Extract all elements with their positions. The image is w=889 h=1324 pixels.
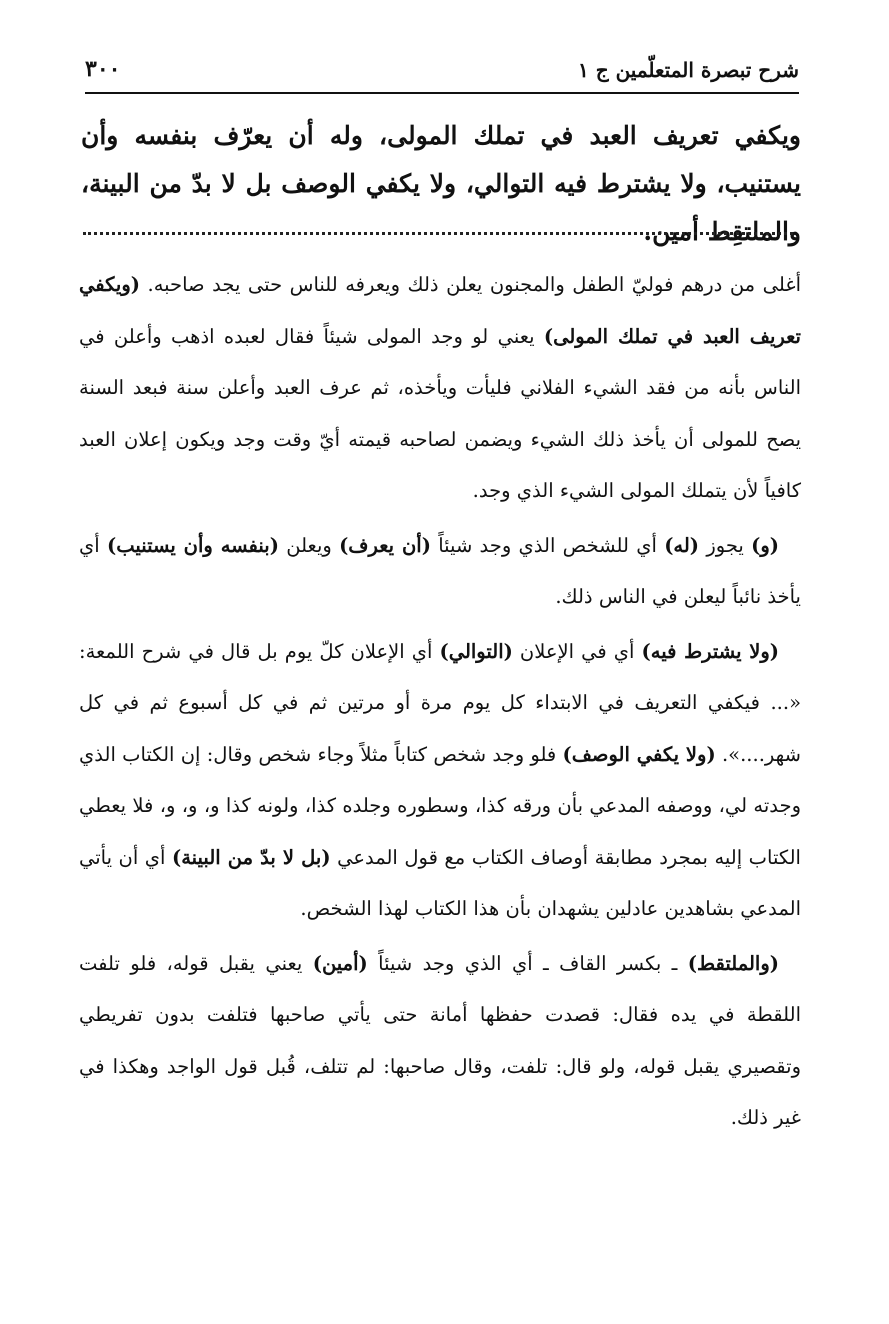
text-run: يعني يقبل قوله، فلو تلفت اللقطة في يده فقال: قصدت حفظها أمانة حتى يأتي صاحبها فتلفت بدون تفريطي وتقصيري يقبل قوله، ولو قال: تلفت، وقال صاحبها: لم تتلف، قُبل قول الواجد وهكذا في غير ذلك. xyxy=(79,951,801,1129)
text-run: ـ بكسر القاف ـ أي الذي وجد شيئاً xyxy=(367,951,688,975)
text-run: يعني لو وجد المولى شيئاً فقال لعبده اذهب وأعلن في الناس بأنه من فقد الشيء الفلاني فليأت ويأخذه، ثم عرف العبد وأعلن سنة فبعد السنة يصح للمولى أن يأخذ ذلك الشيء ويضمن لصاحبه قيمته أيّ وقت وجد ويكون إعلان العبد كافياً لأن يتملك المولى الشيء الذي وجد. xyxy=(79,324,801,502)
quoted-matn: (ولا يشترط فيه) xyxy=(641,639,779,663)
quoted-matn: (و) xyxy=(751,533,779,557)
text-run: أغلى من درهم فوليّ الطفل والمجنون يعلن ذلك ويعرفه للناس حتى يجد صاحبه. xyxy=(139,273,801,296)
quoted-matn: (بنفسه وأن يستنيب) xyxy=(106,533,279,557)
text-run: أي يأخذ نائباً ليعلن في الناس ذلك. xyxy=(79,533,801,608)
commentary-paragraph-2 xyxy=(79,520,801,623)
commentary xyxy=(79,259,801,1144)
text-run: أي أن يأتي المدعي بشاهدين عادلين يشهدان بأن هذا الكتاب لهذا الشخص. xyxy=(79,845,801,920)
dotted-divider xyxy=(83,232,793,235)
text-run: ويعلن xyxy=(278,533,340,557)
header-title: شرح تبصرة المتعلّمين ج ١ xyxy=(577,58,799,82)
page-number: ٣٠٠ xyxy=(85,56,121,82)
quoted-matn: (بل لا بدّ من البينة) xyxy=(171,845,331,869)
quoted-matn: (أن يعرف) xyxy=(339,533,431,557)
text-run: فلو وجد شخص كتاباً مثلاً وجاء شخص وقال: إن الكتاب الذي وجدته لي، ووصفه المدعي بأن ورقه كذا، وسطوره وجلده كذا، ولونه كذا و، و، و، فلا يعطي الكتاب إليه بمجرد مطابقة أوصاف الكتاب مع قول المدعي xyxy=(79,742,801,869)
commentary-paragraph-4 xyxy=(79,938,801,1144)
text-run: أي في الإعلان xyxy=(512,639,642,663)
quoted-matn: (ويكفي تعريف العبد في تملك المولى) xyxy=(79,273,801,348)
text-run: أي الإعلان كلّ يوم بل قال في شرح اللمعة: «... فيكفي التعريف في الابتداء كل يوم مرة أو مرتين ثم في كل أسبوع ثم في كل شهر....». xyxy=(79,639,801,766)
matn-text: ويكفي تعريف العبد في تملك المولى، وله أن يعرّف بنفسه وأن يستنيب، ولا يشترط فيه التوالي، ولا يكفي الوصف بل لا بدّ من البينة، والملتقِط أمين. xyxy=(81,121,801,246)
running-header xyxy=(85,52,799,94)
text-run: أي للشخص الذي وجد شيئاً xyxy=(430,533,665,557)
quoted-matn: (له) xyxy=(664,533,700,557)
quoted-matn: (ولا يكفي الوصف) xyxy=(562,742,716,766)
text-run: يجوز xyxy=(699,533,752,557)
commentary-paragraph-3 xyxy=(79,626,801,935)
quoted-matn: (والملتقط) xyxy=(687,951,779,975)
quoted-matn: (التوالي) xyxy=(439,639,513,663)
commentary-paragraph-1 xyxy=(79,259,801,517)
quoted-matn: (أمين) xyxy=(312,951,368,975)
